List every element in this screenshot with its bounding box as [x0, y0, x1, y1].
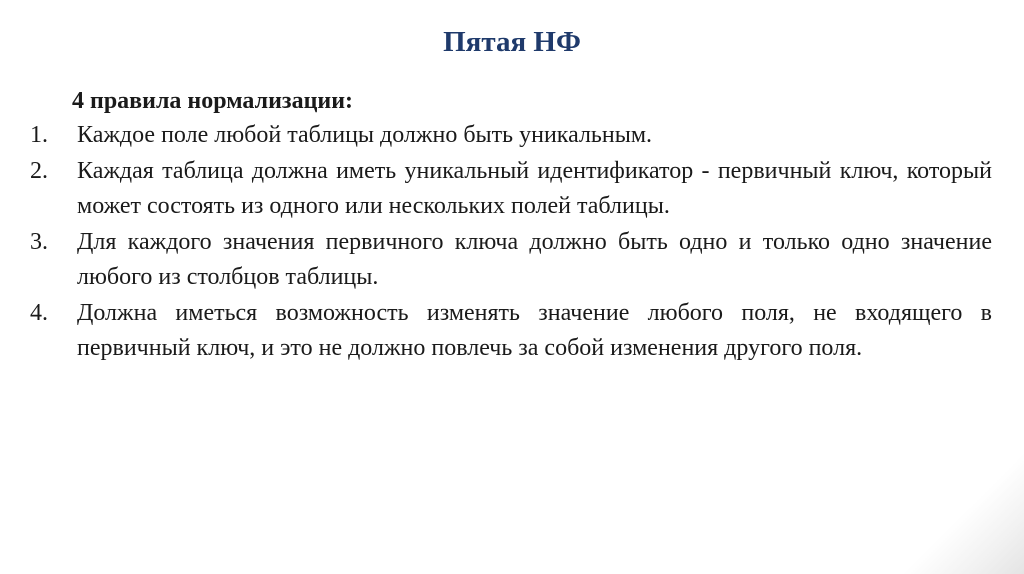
rules-list: [30, 118, 992, 367]
corner-decoration: [874, 454, 1024, 574]
rule-item: [30, 296, 992, 367]
rule-number: 4.: [30, 299, 48, 326]
rule-item: [30, 225, 992, 296]
rule-number: 1.: [30, 122, 48, 148]
rule-number: 2.: [30, 157, 48, 184]
rule-item: [30, 154, 992, 225]
rule-item: [30, 118, 992, 154]
rules-heading: 4 правила нормализации:: [72, 88, 354, 114]
rule-number: 3.: [30, 228, 48, 255]
rule-text: Каждое поле любой таблицы должно быть уникальным.: [77, 122, 653, 148]
rule-text: Должна иметься возможность изменять значение любого поля, не входящего в первичный ключ, и это не должно повлечь за собой изменения другого поля.: [77, 299, 992, 361]
slide-title: Пятая НФ: [443, 26, 581, 58]
rule-text: Каждая таблица должна иметь уникальный идентификатор - первичный ключ, который может состоять из одного или нескольких полей таблицы.: [77, 157, 992, 219]
rule-text: Для каждого значения первичного ключа должно быть одно и только одно значение любого из столбцов таблицы.: [77, 228, 992, 290]
